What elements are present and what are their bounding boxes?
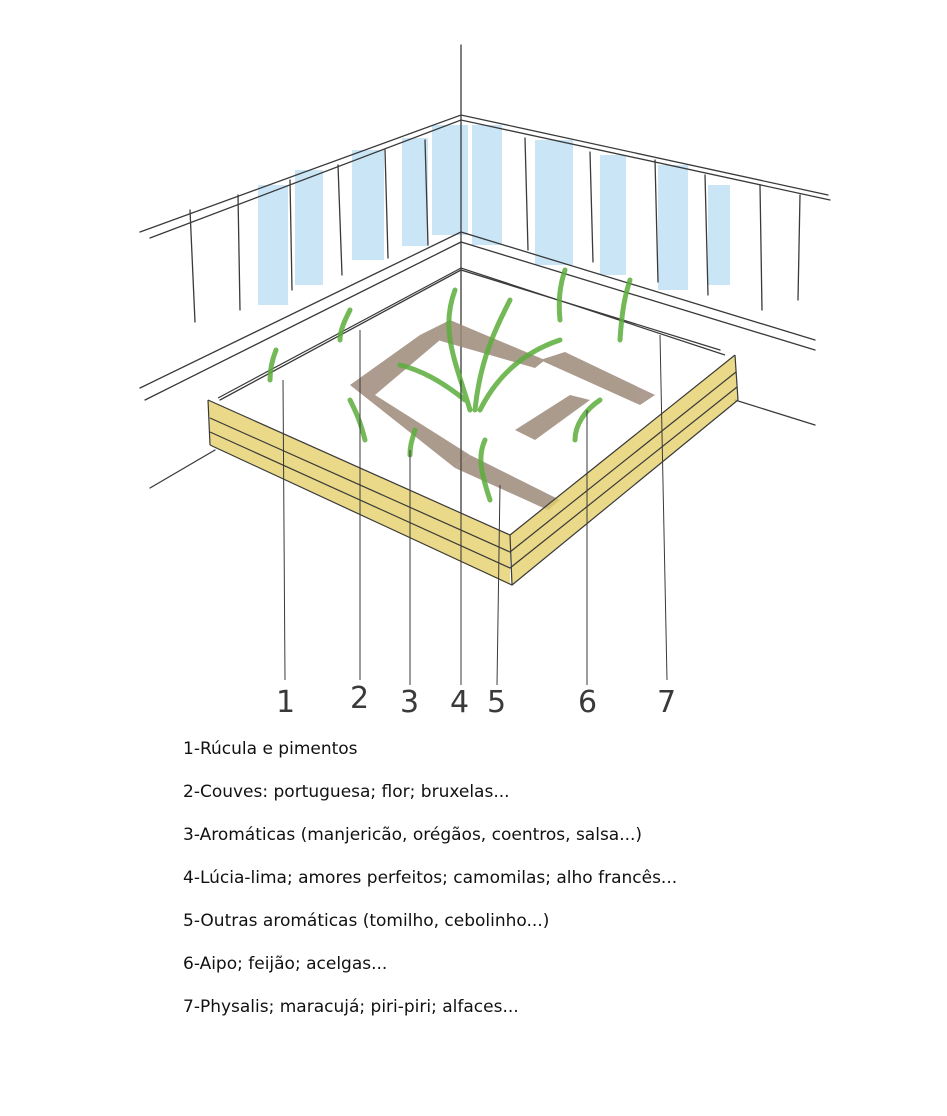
path-front [455,455,560,510]
plant [350,400,365,440]
plot-number-3: 3 [400,685,420,720]
legend-item: 3-Aromáticas (manjericão, orégãos, coentros, salsa...) [183,825,643,845]
plant [270,350,276,380]
glass-panel [708,185,730,285]
glass-panel [600,155,626,275]
legend-item: 1-Rúcula e pimentos [183,739,358,759]
plant-legend [183,735,903,1036]
legend-item: 7-Physalis; maracujá; piri-piri; alfaces... [183,997,519,1017]
glass-panel [472,125,502,245]
glass-panels [258,125,730,305]
plant [559,270,565,320]
path-right [540,352,655,405]
plant [410,430,415,455]
plot-number-1: 1 [276,685,296,720]
plant [620,280,630,340]
glass-panel [352,150,384,260]
plot-number-2: 2 [350,681,370,716]
wooden-planter [208,268,738,585]
glass-panel [658,165,688,290]
glass-panel [402,138,428,246]
glass-panel [295,170,323,285]
plot-number-6: 6 [578,685,598,720]
legend-item: 4-Lúcia-lima; amores perfeitos; camomilas; alho francês... [183,868,678,888]
plot-number-5: 5 [487,685,507,720]
legend-item: 5-Outras aromáticas (tomilho, cebolinho...) [183,911,550,931]
legend-item: 6-Aipo; feijão; acelgas... [183,954,388,974]
plot-number-4: 4 [450,685,470,720]
legend-item: 2-Couves: portuguesa; flor; bruxelas... [183,782,510,802]
glass-panel [258,185,288,305]
glass-panel [535,140,573,265]
path-center [515,395,590,440]
plot-numbers [276,681,676,720]
plant [340,310,350,340]
glass-panel [432,125,468,235]
plot-number-7: 7 [657,685,677,720]
